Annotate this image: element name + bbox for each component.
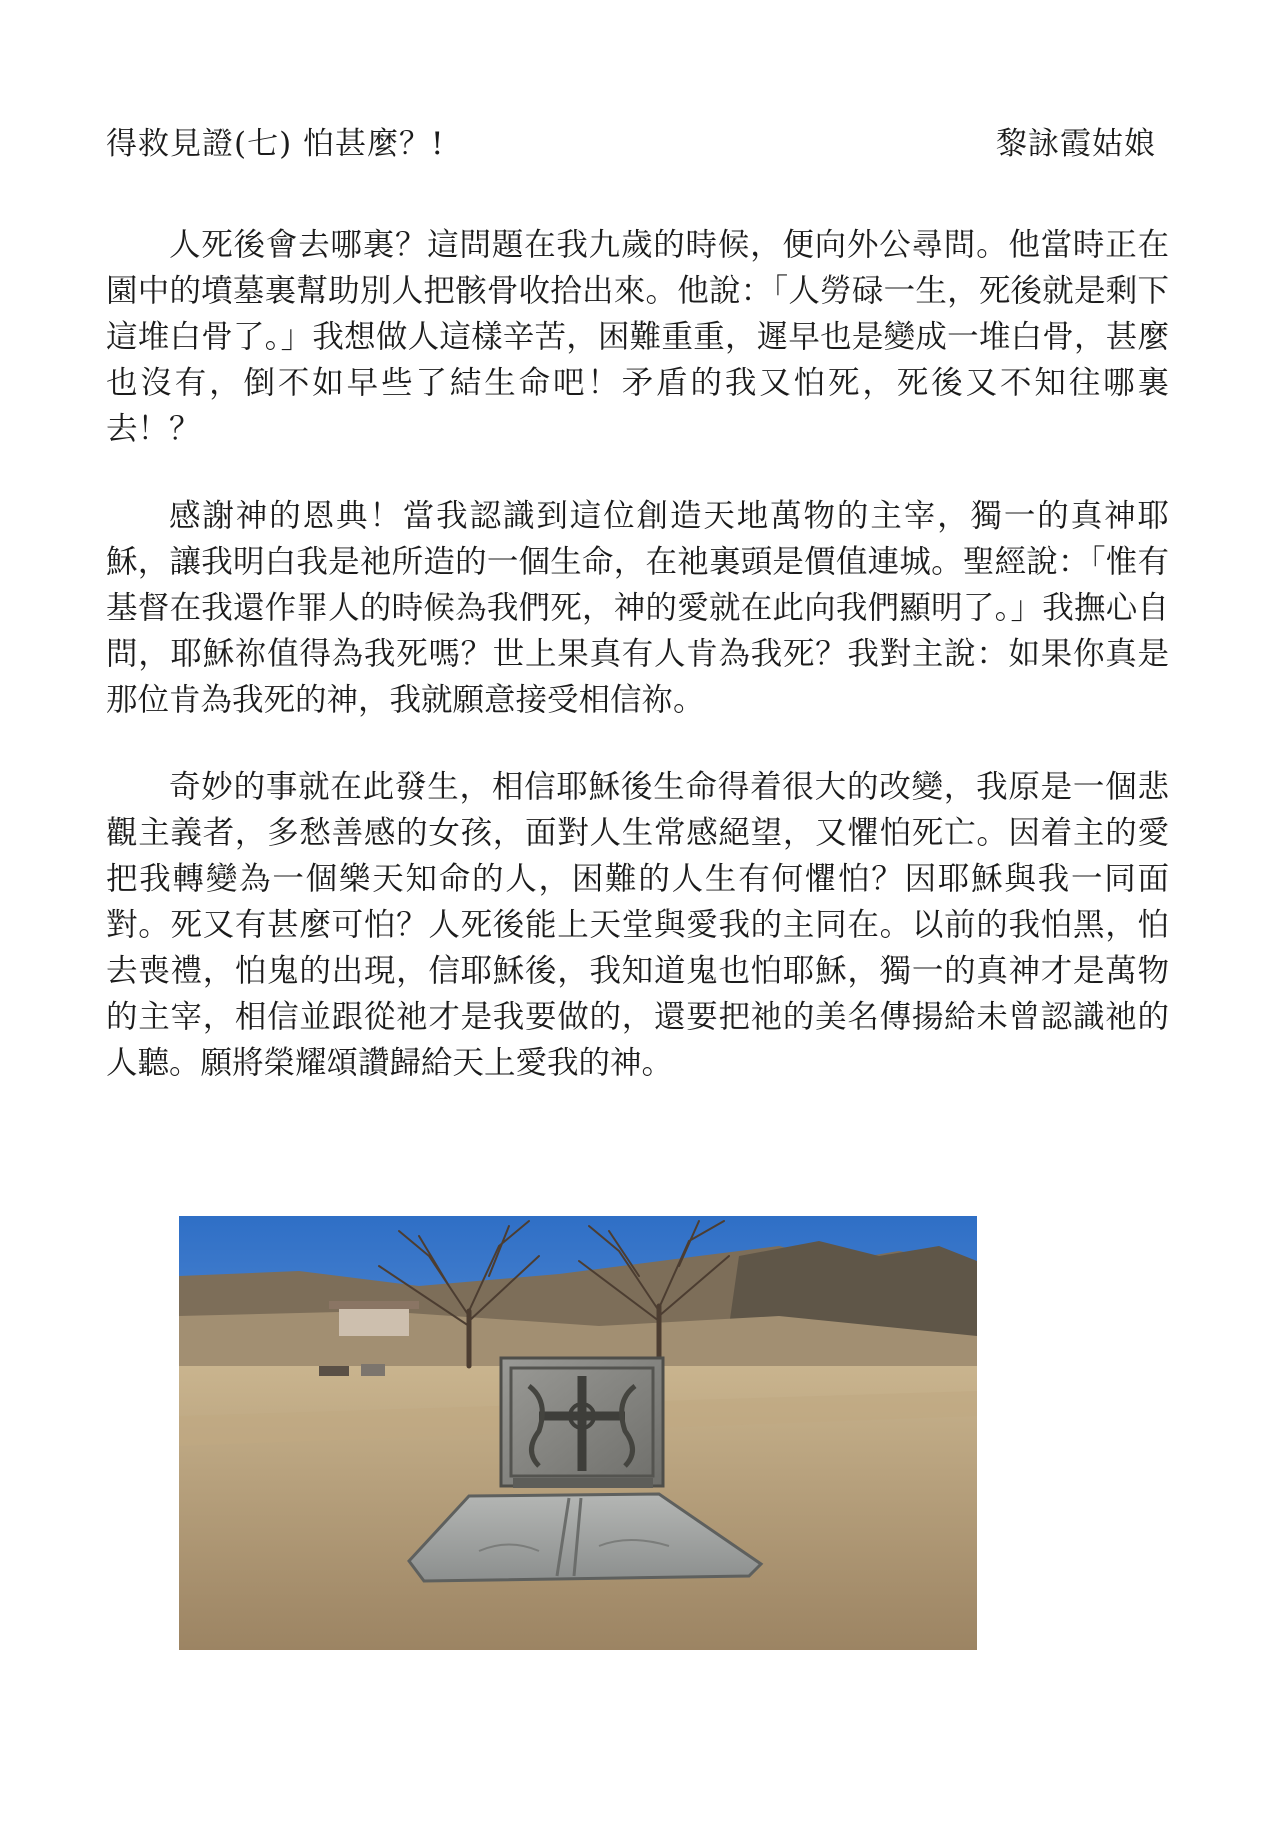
gravestone-photo-illustration bbox=[179, 1216, 977, 1650]
author-name: 黎詠霞姑娘 bbox=[996, 126, 1156, 162]
paragraph-1: 人死後會去哪裏？這問題在我九歲的時候，便向外公尋問。他當時正在園中的墳墓裏幫助別人把骸骨收拾出來。他說：「人勞碌一生，死後就是剩下這堆白骨了。」我想做人這樣辛苦，困難重重，遲早也是變成一堆白骨，甚麼也沒有，倒不如早些了結生命吧！矛盾的我又怕死，死後又不知往哪裏去！？ bbox=[106, 227, 1169, 447]
page-title: 得救見證(七) 怕甚麼？! bbox=[106, 126, 445, 162]
paragraph-2: 感謝神的恩典！當我認識到這位創造天地萬物的主宰，獨一的真神耶穌，讓我明白我是祂所造的一個生命，在祂裏頭是價值連城。聖經說：「惟有基督在我還作罪人的時候為我們死，神的愛就在此向我們顯明了。」我撫心自問，耶穌祢值得為我死嗎？世上果真有人肯為我死？我對主說：如果你真是那位肯為我死的神，我就願意接受相信祢。 bbox=[106, 498, 1169, 718]
page-header bbox=[106, 118, 1166, 168]
gravestone-photo bbox=[179, 1216, 977, 1650]
paragraph-3: 奇妙的事就在此發生，相信耶穌後生命得着很大的改變，我原是一個悲觀主義者，多愁善感的女孩，面對人生常感絕望，又懼怕死亡。因着主的愛把我轉變為一個樂天知命的人，困難的人生有何懼怕？因耶穌與我一同面對。死又有甚麼可怕？人死後能上天堂與愛我的主同在。以前的我怕黑，怕去喪禮，怕鬼的出現，信耶穌後，我知道鬼也怕耶穌，獨一的真神才是萬物的主宰，相信並跟從祂才是我要做的，還要把祂的美名傳揚給未曾認識祂的人聽。願將榮耀頌讚歸給天上愛我的神。 bbox=[106, 769, 1169, 1081]
article-body bbox=[106, 222, 1169, 1127]
